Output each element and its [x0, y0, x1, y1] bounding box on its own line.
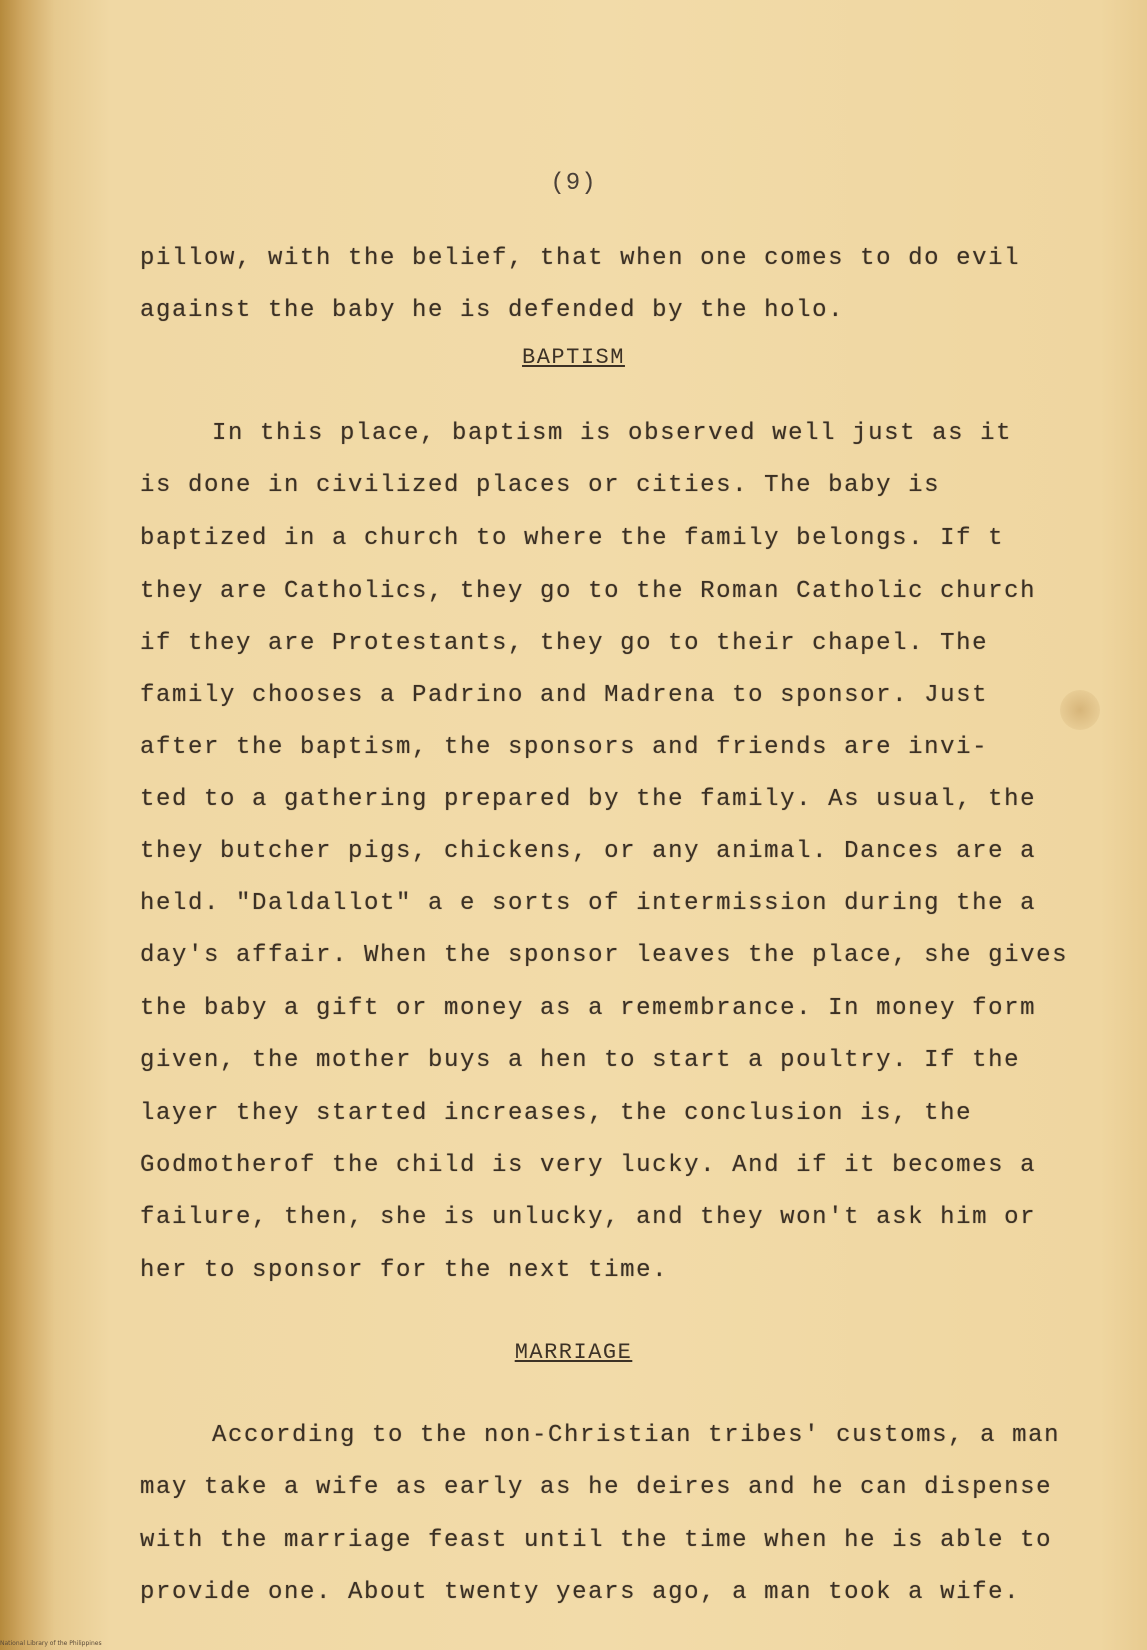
text-line: ted to a gathering prepared by the family. As usual, the: [140, 786, 1037, 813]
text-line: held. "Daldallot" a e sorts of intermission during the a: [140, 890, 1037, 917]
text-line: layer they started increases, the conclusion is, the: [140, 1100, 973, 1127]
text-line: given, the mother buys a hen to start a poultry. If the: [140, 1047, 1021, 1074]
text-line: with the marriage feast until the time when he is able to: [140, 1527, 1053, 1554]
section-heading-marriage: MARRIAGE: [514, 1340, 633, 1365]
text-line: after the baptism, the sponsors and friends are invi-: [140, 734, 989, 761]
text-line: the baby a gift or money as a remembrance. In money form: [140, 995, 1037, 1022]
text-line: her to sponsor for the next time.: [140, 1257, 669, 1284]
section-heading-baptism: BAPTISM: [522, 345, 625, 370]
text-line: provide one. About twenty years ago, a man took a wife.: [140, 1579, 1021, 1606]
text-line: is done in civilized places or cities. The baby is: [140, 472, 941, 499]
text-line: Godmotherof the child is very lucky. And if it becomes a: [140, 1152, 1037, 1179]
page-number: (9): [550, 170, 597, 197]
text-line: may take a wife as early as he deires and he can dispense: [140, 1474, 1053, 1501]
text-line: baptized in a church to where the family belongs. If t: [140, 525, 1005, 552]
text-line: According to the non-Christian tribes' customs, a man: [212, 1422, 1061, 1449]
text-line: against the baby he is defended by the holo.: [140, 297, 845, 324]
text-line: family chooses a Padrino and Madrena to sponsor. Just: [140, 682, 989, 709]
paper-stain: [1060, 690, 1100, 730]
text-line: failure, then, she is unlucky, and they won't ask him or: [140, 1204, 1037, 1231]
text-line: they are Catholics, they go to the Roman Catholic church: [140, 578, 1037, 605]
text-line: day's affair. When the sponsor leaves the place, she gives: [140, 942, 1069, 969]
text-line: pillow, with the belief, that when one comes to do evil: [140, 245, 1021, 272]
text-line: they butcher pigs, chickens, or any animal. Dances are a: [140, 838, 1037, 865]
text-line: In this place, baptism is observed well just as it: [212, 420, 1013, 447]
text-line: if they are Protestants, they go to their chapel. The: [140, 630, 989, 657]
footer-credit: National Library of the Philippines: [0, 1640, 102, 1647]
